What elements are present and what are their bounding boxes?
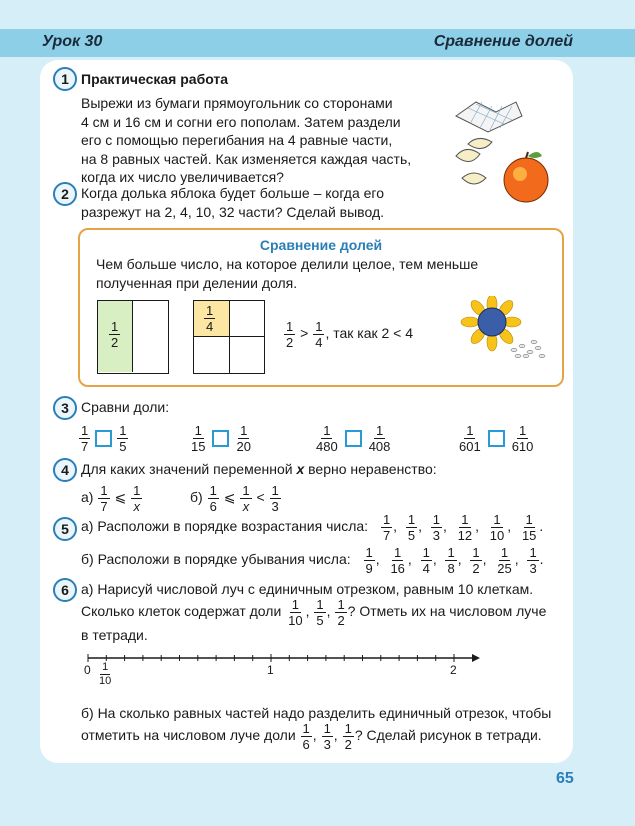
- rule-inequality: $\frac{1}{2}$ > $\frac{1}{4}$ , так как 2 < 4: [286, 319, 414, 350]
- ray-tenth-label: $\frac{1}{10}$: [99, 661, 112, 687]
- answer-box[interactable]: [345, 430, 362, 447]
- task-number-2: 2: [53, 182, 77, 206]
- quarter-divider-h: [194, 336, 264, 337]
- task1-line: на 8 равных частей. Как изменяется каждая часть,: [81, 150, 412, 167]
- rule-title: Сравнение долей: [259, 237, 383, 253]
- task6-b-line2: отметить на числовом луче доли $\frac{1}{6}$ , $\frac{1}{3}$ , $\frac{1}{2}$ ? Сделай рисунок в тетради.: [81, 721, 542, 752]
- lesson-header: [0, 29, 635, 57]
- task-number-3: 3: [53, 396, 77, 420]
- rule-line: полученная при делении доля.: [96, 274, 298, 291]
- task-number-5: 5: [53, 517, 77, 541]
- task1-line: 4 см и 16 см и согни его пополам. Затем раздели: [81, 113, 401, 130]
- task1-line: Вырежи из бумаги прямоугольник со сторонами: [81, 95, 393, 111]
- answer-box[interactable]: [488, 430, 505, 447]
- paper-boat-icon: [456, 102, 522, 132]
- apple-slices-icon: [456, 138, 492, 184]
- answer-box[interactable]: [95, 430, 112, 447]
- task5-b: б) Расположи в порядке убывания числа: $\frac{1}{9}$ , $\frac{1}{16}$ , $\frac{1}{4}$ , $\frac{1}{8}$ , $\frac{1}{2}$ , $\frac{1}{25}$ , $\frac{1}{3}$ .: [81, 545, 544, 576]
- task6-a-line3: в тетради.: [81, 627, 148, 643]
- task4-b: б) $\frac{1}{6}$ ⩽ $\frac{1}{x}$ < $\frac{1}{3}$: [190, 483, 279, 514]
- answer-box[interactable]: [212, 430, 229, 447]
- page-number: 65: [556, 770, 574, 787]
- lesson-number: Урок 30: [42, 33, 103, 50]
- task2-line: разрежут на 2, 4, 10, 32 части? Сделай вывод.: [81, 203, 384, 220]
- task1-text: [81, 94, 411, 187]
- task2-line: Когда долька яблока будет больше – когда его: [81, 185, 385, 201]
- number-ray: [80, 648, 480, 674]
- task6-a-line1: а) Нарисуй числовой луч с единичным отрезком, равным 10 клеткам.: [81, 581, 534, 597]
- task-number-1: 1: [53, 67, 77, 91]
- task-number-4: 4: [53, 458, 77, 482]
- quarter-divider-v: [229, 301, 230, 373]
- half-fraction: $\frac{1}{2}$: [111, 319, 119, 350]
- task1-line: когда их число увеличивается?: [81, 169, 284, 185]
- paper-apple-illustration: [448, 98, 558, 208]
- ray-one-label: 1: [267, 663, 274, 677]
- apple-icon: [504, 152, 548, 202]
- task3-pair: $\frac{1}{601}$ $\frac{1}{610}$: [459, 423, 534, 454]
- task1-line: его с помощью перегибания на 4 равные части,: [81, 132, 393, 148]
- task3-pair: $\frac{1}{480}$ $\frac{1}{408}$: [316, 423, 391, 454]
- task5-a: а) Расположи в порядке возрастания числа: $\frac{1}{7}$ , $\frac{1}{5}$ , $\frac{1}{3}$ , $\frac{1}{12}$ , $\frac{1}{10}$ , $\frac{1}{15}$ .: [81, 512, 544, 543]
- task3-pair: $\frac{1}{7}$ $\frac{1}{5}$: [81, 423, 127, 454]
- task3-pair: $\frac{1}{15}$ $\frac{1}{20}$: [191, 423, 251, 454]
- rule-line: Чем больше число, на которое делили целое, тем меньше: [96, 256, 479, 272]
- task3-text: Сравни доли:: [81, 399, 170, 415]
- task4-a: а) $\frac{1}{7}$ ⩽ $\frac{1}{x}$: [81, 483, 141, 514]
- sunflower-icon: [456, 296, 556, 362]
- rule-text: [96, 255, 478, 292]
- ray-zero-label: 0: [84, 663, 91, 677]
- task4-text: Для каких значений переменной x верно неравенство:: [81, 461, 437, 477]
- task-number-6: 6: [53, 578, 77, 602]
- task6-b-line1: б) На сколько равных частей надо разделить единичный отрезок, чтобы: [81, 705, 552, 721]
- task1-title: Практическая работа: [81, 71, 229, 87]
- task6-a-line2: Сколько клеток содержат доли $\frac{1}{10}$ , $\frac{1}{5}$ , $\frac{1}{2}$ ? Отметь их на числовом луче: [81, 597, 547, 628]
- lesson-title: Сравнение долей: [433, 33, 573, 50]
- task2-text: [81, 184, 384, 221]
- ray-two-label: 2: [450, 663, 457, 677]
- quarter-fraction: $\frac{1}{4}$: [206, 303, 214, 334]
